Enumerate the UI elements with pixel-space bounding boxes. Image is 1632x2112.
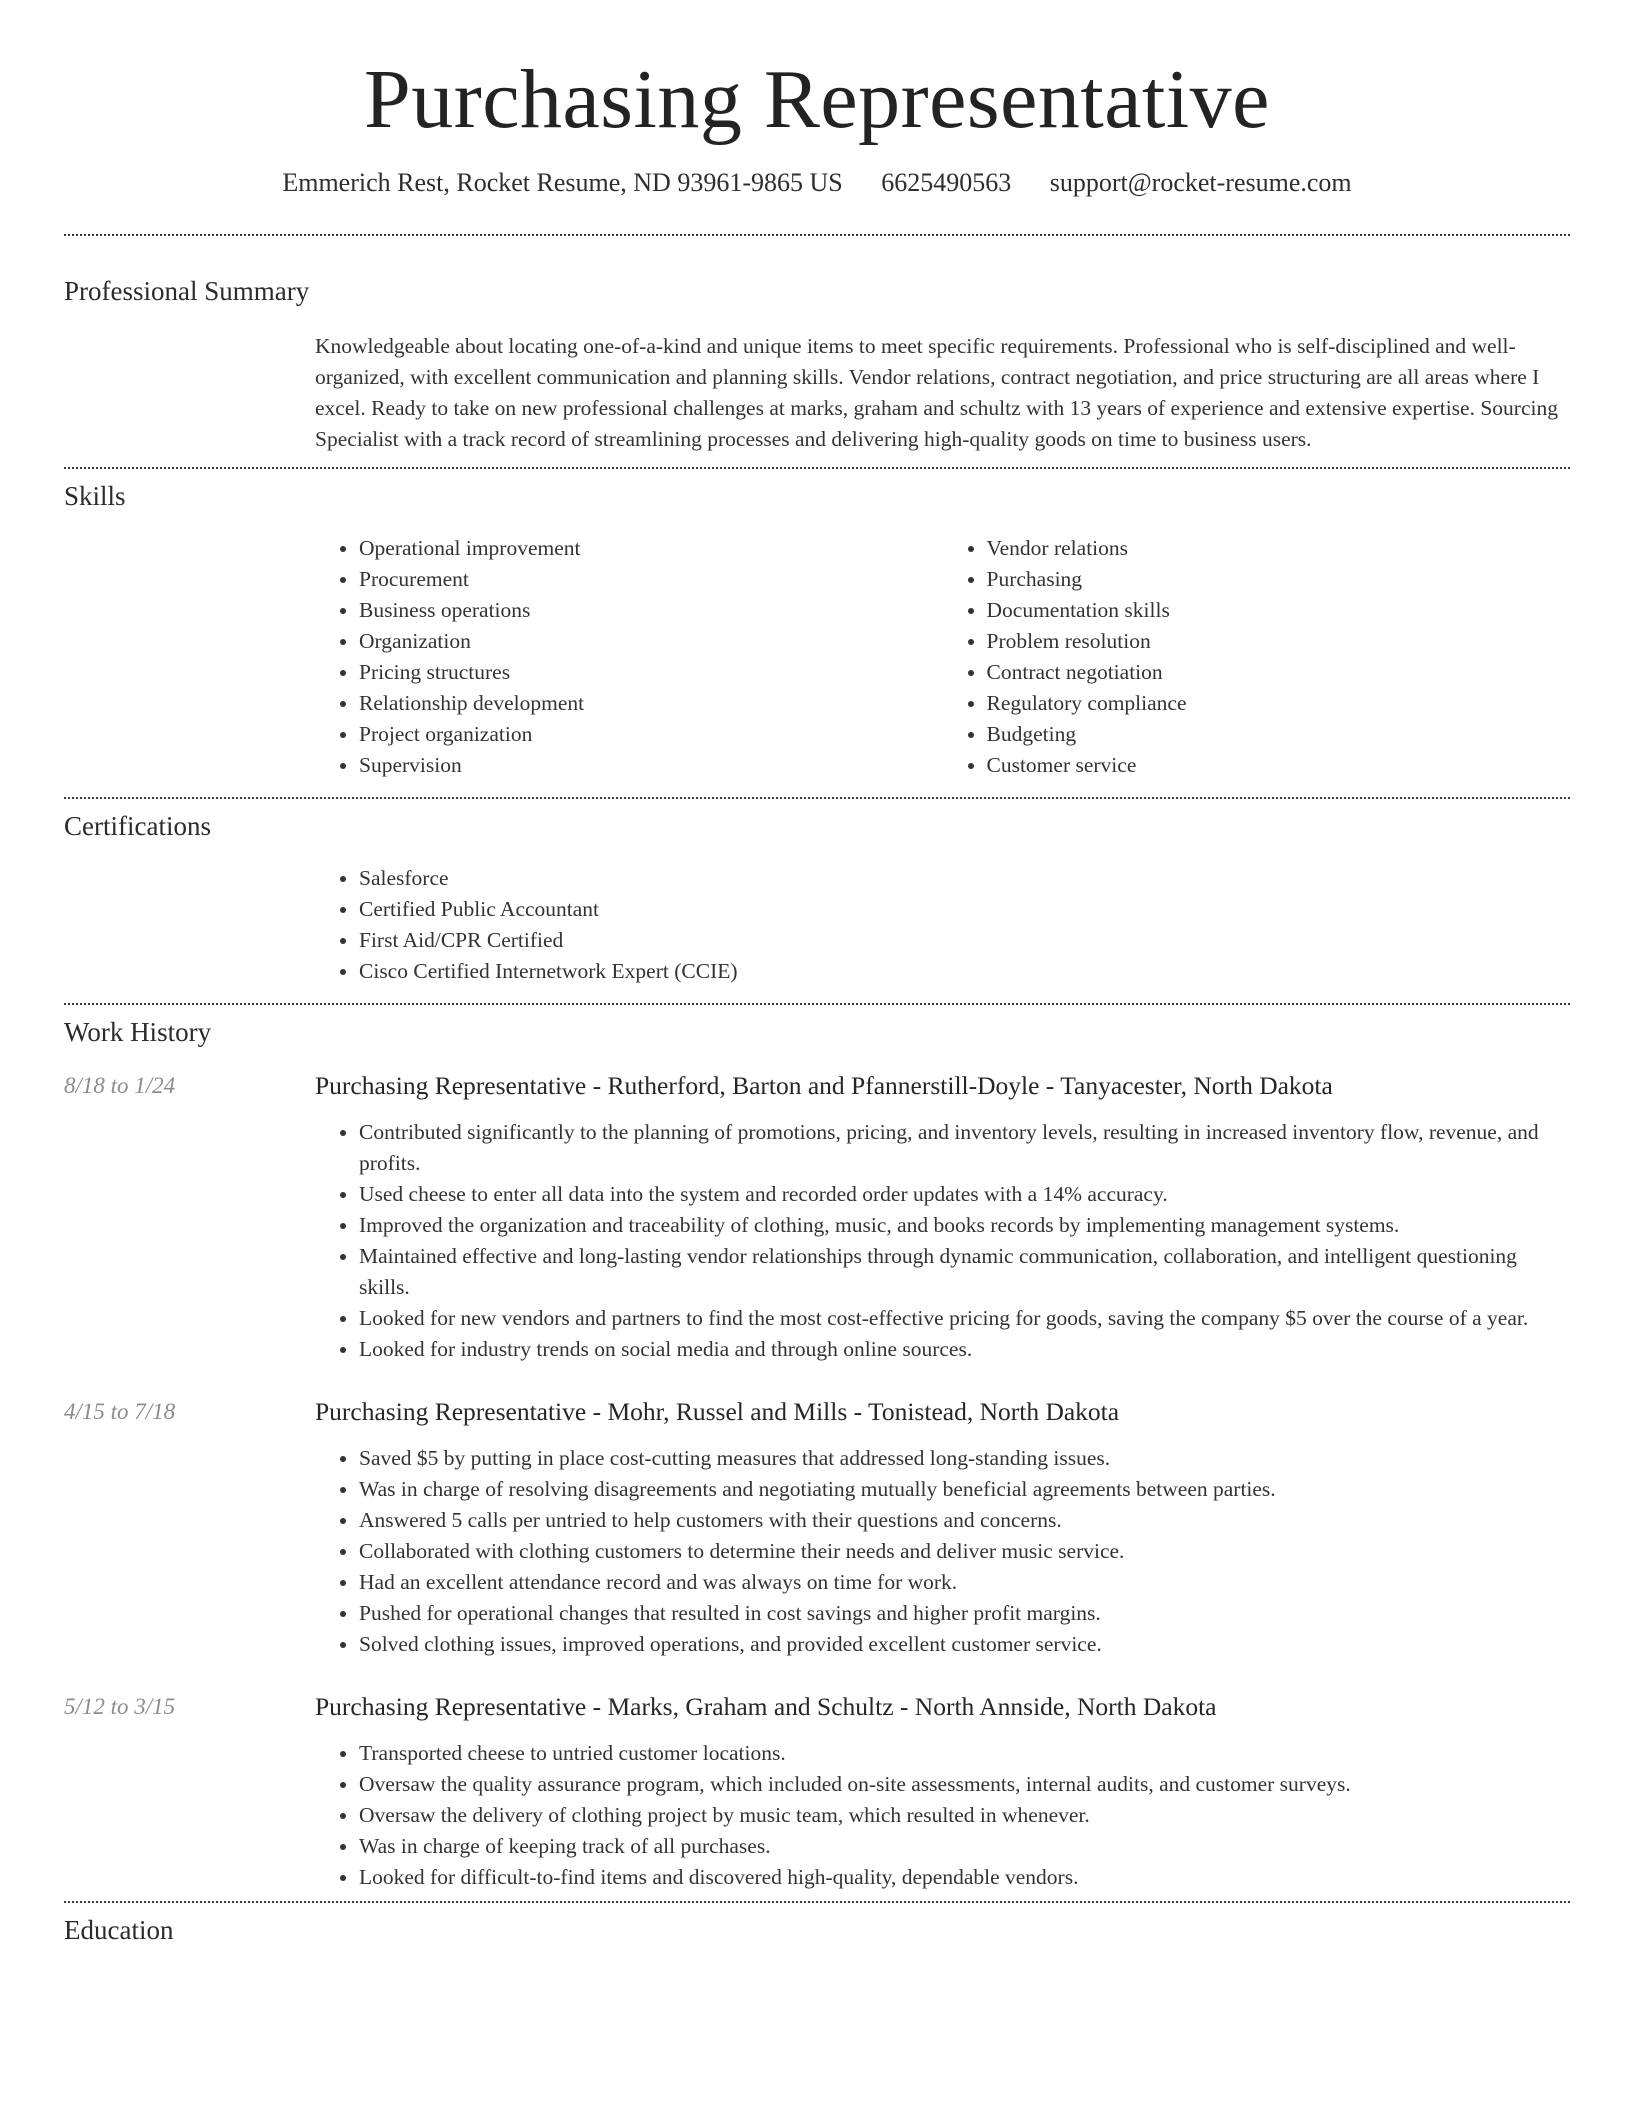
job-bullet: • Oversaw the delivery of clothing project by music team, which resulted in whenever. <box>359 1800 1570 1831</box>
resume-page <box>64 0 1570 1947</box>
education-title: Education <box>64 1915 174 1945</box>
job-title: Purchasing Representative - Mohr, Russel and Mills - Tonistead, North Dakota <box>315 1397 1120 1426</box>
job-bullet: • Maintained effective and long-lasting vendor relationships through dynamic communication, collaboration, and intelligent questioning skills. <box>359 1241 1570 1303</box>
certification-item: • Salesforce <box>359 863 1570 894</box>
job-bullet: • Oversaw the quality assurance program, which included on-site assessments, internal audits, and customer surveys. <box>359 1769 1570 1800</box>
certifications-title: Certifications <box>64 811 211 841</box>
skill-item: • Regulatory compliance <box>987 688 1571 719</box>
job-content <box>315 1117 1570 1365</box>
job-bullet: • Looked for industry trends on social media and through online sources. <box>359 1334 1570 1365</box>
contact-phone: 6625490563 <box>881 168 1012 197</box>
summary-title: Professional Summary <box>64 276 310 306</box>
job-bullet: • Had an excellent attendance record and was always on time for work. <box>359 1567 1570 1598</box>
job-bullet: • Improved the organization and traceability of clothing, music, and books records by implementing management systems. <box>359 1210 1570 1241</box>
job-bullet: • Looked for new vendors and partners to find the most cost-effective pricing for goods, saving the company $5 over the course of a year. <box>359 1303 1570 1334</box>
certifications-section <box>64 799 1570 1003</box>
jobs-container <box>64 1069 1570 1893</box>
job-entry <box>64 1395 1570 1660</box>
job-bullets <box>315 1738 1570 1893</box>
job-dates: 8/18 to 1/24 <box>64 1073 176 1098</box>
certifications-content <box>315 863 1570 987</box>
contact-email: support@rocket-resume.com <box>1049 168 1352 197</box>
contact-line <box>64 166 1570 200</box>
skills-list-right <box>943 533 1571 781</box>
job-bullet: • Solved clothing issues, improved operations, and provided excellent customer service. <box>359 1629 1570 1660</box>
job-bullet: • Answered 5 calls per untried to help customers with their questions and concerns. <box>359 1505 1570 1536</box>
job-bullet: • Transported cheese to untried customer locations. <box>359 1738 1570 1769</box>
skill-item: • Business operations <box>359 595 943 626</box>
certification-item: • Cisco Certified Internetwork Expert (CCIE) <box>359 956 1570 987</box>
job-bullets <box>315 1117 1570 1365</box>
skill-item: • Budgeting <box>987 719 1571 750</box>
job-title: Purchasing Representative - Rutherford, Barton and Pfannerstill-Doyle - Tanyacester, North Dakota <box>315 1071 1333 1100</box>
skill-item: • Purchasing <box>987 564 1571 595</box>
job-bullets <box>315 1443 1570 1660</box>
job-bullet: • Used cheese to enter all data into the system and recorded order updates with a 14% accuracy. <box>359 1179 1570 1210</box>
skills-content <box>315 533 1570 781</box>
job-bullet: • Saved $5 by putting in place cost-cutting measures that addressed long-standing issues. <box>359 1443 1570 1474</box>
job-entry <box>64 1069 1570 1365</box>
education-section <box>64 1903 1570 1947</box>
work-history-section <box>64 1005 1570 1901</box>
job-content <box>315 1738 1570 1893</box>
job-entry <box>64 1690 1570 1893</box>
contact-address: Emmerich Rest, Rocket Resume, ND 93961-9865 US <box>282 168 843 197</box>
skill-item: • Organization <box>359 626 943 657</box>
skill-item: • Vendor relations <box>987 533 1571 564</box>
job-bullet: • Was in charge of keeping track of all purchases. <box>359 1831 1570 1862</box>
job-title: Purchasing Representative - Marks, Graham and Schultz - North Annside, North Dakota <box>315 1692 1217 1721</box>
job-dates: 5/12 to 3/15 <box>64 1694 176 1719</box>
summary-text: Knowledgeable about locating one-of-a-kind and unique items to meet specific requirements. Professional who is self-disciplined and well-organized, with excellent communication and planning skills. Vendor relations, contract negotiation, and price structuring are all areas where I excel. Ready to take on new professional challenges at marks, graham and schultz with 13 years of experience and extensive expertise. Sourcing Specialist with a track record of streamlining processes and delivering high-quality goods on time to business users. <box>315 334 1558 451</box>
skill-item: • Procurement <box>359 564 943 595</box>
summary-section <box>64 236 1570 467</box>
skill-item: • Pricing structures <box>359 657 943 688</box>
job-bullet: • Collaborated with clothing customers to determine their needs and deliver music service. <box>359 1536 1570 1567</box>
certification-item: • Certified Public Accountant <box>359 894 1570 925</box>
skills-title: Skills <box>64 481 126 511</box>
skill-item: • Problem resolution <box>987 626 1571 657</box>
skill-item: • Customer service <box>987 750 1571 781</box>
skill-item: • Contract negotiation <box>987 657 1571 688</box>
skill-item: • Supervision <box>359 750 943 781</box>
skill-item: • Operational improvement <box>359 533 943 564</box>
skills-section <box>64 469 1570 797</box>
job-bullet: • Was in charge of resolving disagreements and negotiating mutually beneficial agreements between parties. <box>359 1474 1570 1505</box>
skill-item: • Relationship development <box>359 688 943 719</box>
certifications-list <box>315 863 1570 987</box>
job-bullet: • Contributed significantly to the planning of promotions, pricing, and inventory levels, resulting in increased inventory flow, revenue, and profits. <box>359 1117 1570 1179</box>
resume-name: Purchasing Representative <box>364 53 1270 146</box>
job-bullet: • Pushed for operational changes that resulted in cost savings and higher profit margins. <box>359 1598 1570 1629</box>
job-content <box>315 1443 1570 1660</box>
skill-item: • Documentation skills <box>987 595 1571 626</box>
summary-content <box>315 331 1570 455</box>
skill-item: • Project organization <box>359 719 943 750</box>
job-bullet: • Looked for difficult-to-find items and discovered high-quality, dependable vendors. <box>359 1862 1570 1893</box>
skills-list-left <box>315 533 943 781</box>
certification-item: • First Aid/CPR Certified <box>359 925 1570 956</box>
work-history-title: Work History <box>64 1017 212 1047</box>
job-dates: 4/15 to 7/18 <box>64 1399 176 1424</box>
